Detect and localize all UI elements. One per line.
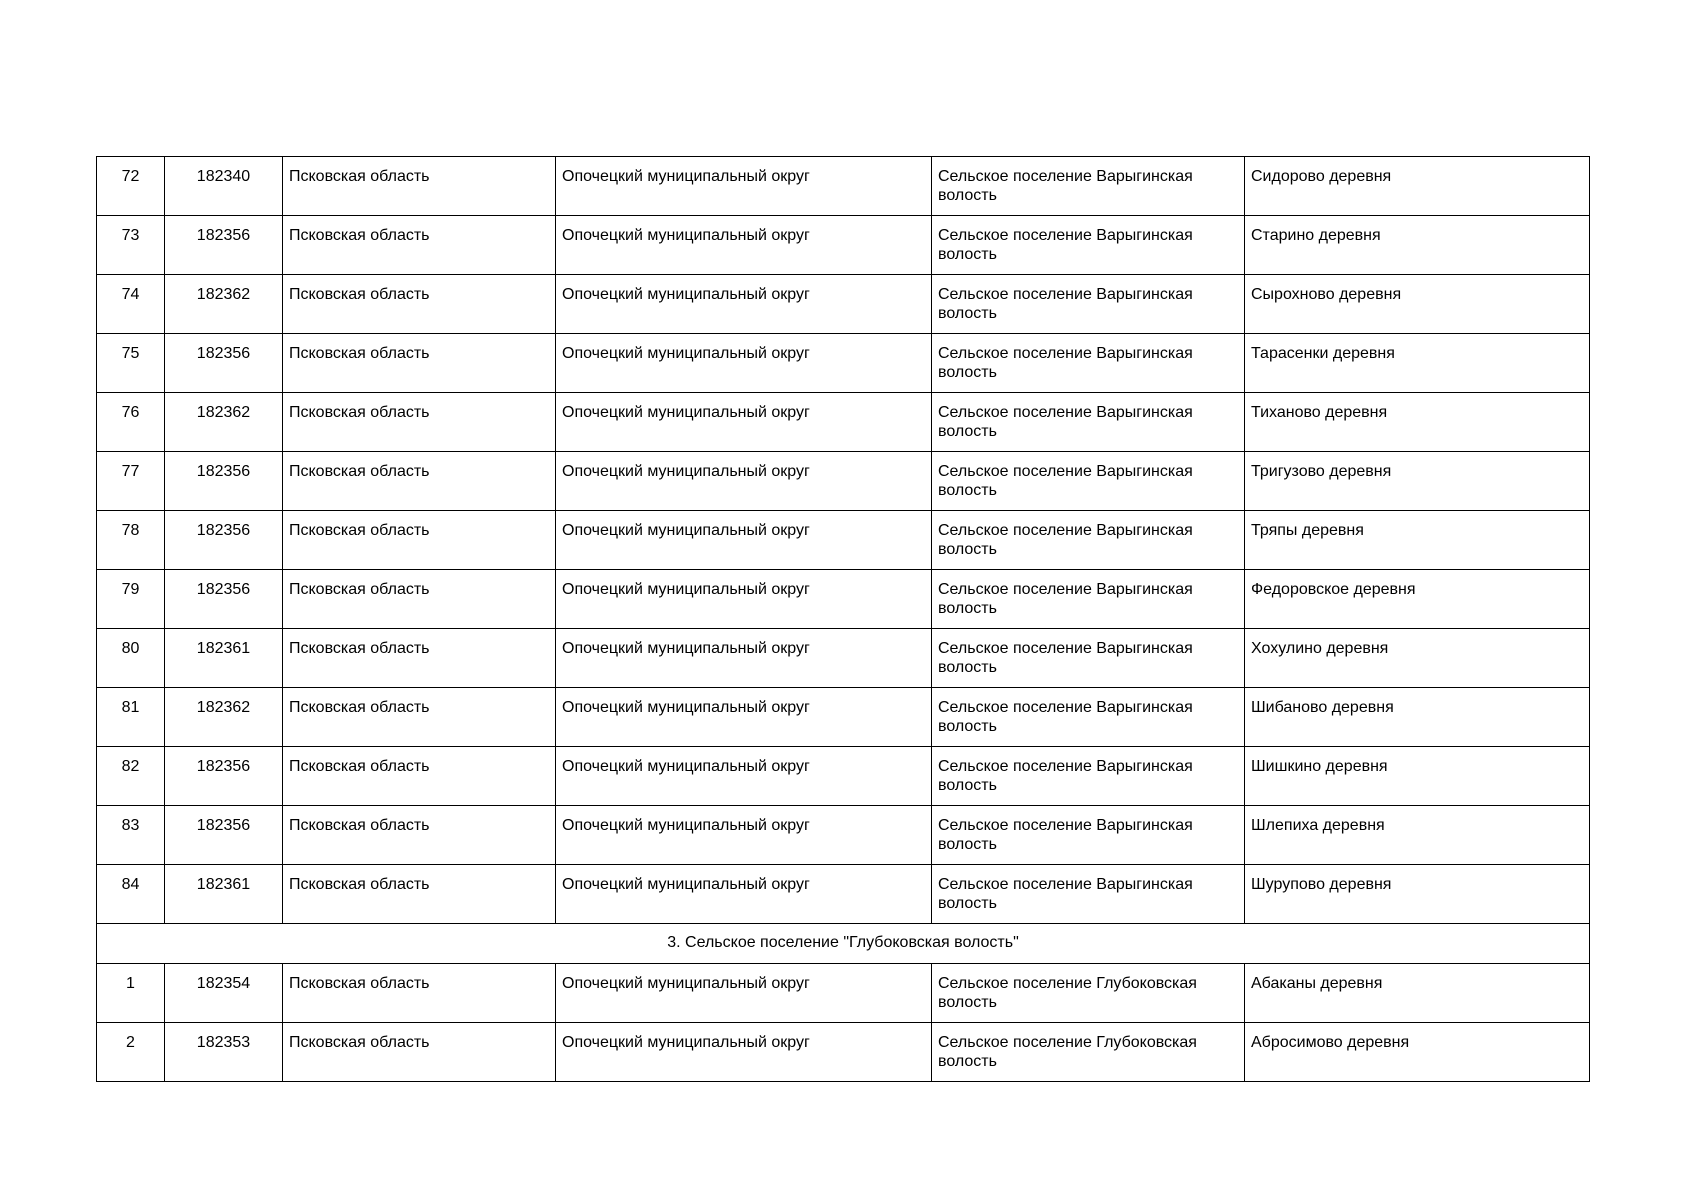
row-number-cell: 83	[97, 806, 165, 865]
table-row	[97, 806, 1590, 865]
postal-index-cell: 182356	[165, 747, 283, 806]
table-row	[97, 452, 1590, 511]
row-number-cell: 80	[97, 629, 165, 688]
region-cell: Псковская область	[283, 688, 556, 747]
table-row	[97, 688, 1590, 747]
table-body-varyginskaya	[97, 157, 1590, 924]
district-cell: Опочецкий муниципальный округ	[556, 865, 932, 924]
postal-index-cell: 182361	[165, 865, 283, 924]
table-row	[97, 334, 1590, 393]
postal-index-cell: 182361	[165, 629, 283, 688]
district-cell: Опочецкий муниципальный округ	[556, 275, 932, 334]
settlement-cell: Сельское поселение Варыгинская волость	[932, 275, 1245, 334]
row-number-cell: 81	[97, 688, 165, 747]
row-number-cell: 1	[97, 964, 165, 1023]
region-cell: Псковская область	[283, 511, 556, 570]
row-number-cell: 72	[97, 157, 165, 216]
region-cell: Псковская область	[283, 452, 556, 511]
settlement-cell: Сельское поселение Варыгинская волость	[932, 511, 1245, 570]
district-cell: Опочецкий муниципальный округ	[556, 747, 932, 806]
settlement-cell: Сельское поселение Варыгинская волость	[932, 688, 1245, 747]
row-number-cell: 77	[97, 452, 165, 511]
district-cell: Опочецкий муниципальный округ	[556, 216, 932, 275]
locality-cell: Шурупово деревня	[1245, 865, 1590, 924]
section-title: 3. Сельское поселение "Глубоковская волость"	[97, 924, 1590, 964]
district-cell: Опочецкий муниципальный округ	[556, 570, 932, 629]
district-cell: Опочецкий муниципальный округ	[556, 393, 932, 452]
district-cell: Опочецкий муниципальный округ	[556, 1023, 932, 1082]
section-row	[97, 924, 1590, 964]
table-body-glubokovskaya	[97, 964, 1590, 1082]
region-cell: Псковская область	[283, 275, 556, 334]
locality-cell: Сидорово деревня	[1245, 157, 1590, 216]
locality-cell: Шибаново деревня	[1245, 688, 1590, 747]
settlement-cell: Сельское поселение Глубоковская волость	[932, 964, 1245, 1023]
table-row	[97, 511, 1590, 570]
region-cell: Псковская область	[283, 806, 556, 865]
settlement-cell: Сельское поселение Варыгинская волость	[932, 334, 1245, 393]
row-number-cell: 82	[97, 747, 165, 806]
settlement-cell: Сельское поселение Варыгинская волость	[932, 452, 1245, 511]
row-number-cell: 84	[97, 865, 165, 924]
table-row	[97, 570, 1590, 629]
district-cell: Опочецкий муниципальный округ	[556, 157, 932, 216]
locality-cell: Старино деревня	[1245, 216, 1590, 275]
region-cell: Псковская область	[283, 629, 556, 688]
postal-index-cell: 182353	[165, 1023, 283, 1082]
row-number-cell: 75	[97, 334, 165, 393]
district-cell: Опочецкий муниципальный округ	[556, 629, 932, 688]
postal-index-cell: 182356	[165, 511, 283, 570]
postal-index-cell: 182362	[165, 393, 283, 452]
region-cell: Псковская область	[283, 216, 556, 275]
postal-index-cell: 182362	[165, 688, 283, 747]
district-cell: Опочецкий муниципальный округ	[556, 964, 932, 1023]
row-number-cell: 78	[97, 511, 165, 570]
district-cell: Опочецкий муниципальный округ	[556, 452, 932, 511]
postal-index-cell: 182340	[165, 157, 283, 216]
district-cell: Опочецкий муниципальный округ	[556, 806, 932, 865]
row-number-cell: 79	[97, 570, 165, 629]
settlement-cell: Сельское поселение Варыгинская волость	[932, 806, 1245, 865]
locality-cell: Сырохново деревня	[1245, 275, 1590, 334]
settlements-table	[96, 156, 1590, 1082]
locality-cell: Абросимово деревня	[1245, 1023, 1590, 1082]
locality-cell: Тригузово деревня	[1245, 452, 1590, 511]
region-cell: Псковская область	[283, 393, 556, 452]
settlement-cell: Сельское поселение Варыгинская волость	[932, 216, 1245, 275]
postal-index-cell: 182356	[165, 570, 283, 629]
postal-index-cell: 182356	[165, 334, 283, 393]
table-row	[97, 393, 1590, 452]
locality-cell: Тряпы деревня	[1245, 511, 1590, 570]
table-row	[97, 216, 1590, 275]
table-row	[97, 747, 1590, 806]
table-row	[97, 629, 1590, 688]
table-row	[97, 964, 1590, 1023]
locality-cell: Тиханово деревня	[1245, 393, 1590, 452]
settlement-cell: Сельское поселение Варыгинская волость	[932, 157, 1245, 216]
locality-cell: Федоровское деревня	[1245, 570, 1590, 629]
table-row	[97, 1023, 1590, 1082]
region-cell: Псковская область	[283, 334, 556, 393]
table-row	[97, 275, 1590, 334]
row-number-cell: 2	[97, 1023, 165, 1082]
district-cell: Опочецкий муниципальный округ	[556, 688, 932, 747]
postal-index-cell: 182356	[165, 806, 283, 865]
settlement-cell: Сельское поселение Варыгинская волость	[932, 570, 1245, 629]
region-cell: Псковская область	[283, 747, 556, 806]
district-cell: Опочецкий муниципальный округ	[556, 334, 932, 393]
table-row	[97, 157, 1590, 216]
settlement-cell: Сельское поселение Варыгинская волость	[932, 629, 1245, 688]
settlement-cell: Сельское поселение Варыгинская волость	[932, 747, 1245, 806]
table-row	[97, 865, 1590, 924]
region-cell: Псковская область	[283, 1023, 556, 1082]
locality-cell: Тарасенки деревня	[1245, 334, 1590, 393]
locality-cell: Шлепиха деревня	[1245, 806, 1590, 865]
locality-cell: Хохулино деревня	[1245, 629, 1590, 688]
district-cell: Опочецкий муниципальный округ	[556, 511, 932, 570]
row-number-cell: 73	[97, 216, 165, 275]
locality-cell: Абаканы деревня	[1245, 964, 1590, 1023]
locality-cell: Шишкино деревня	[1245, 747, 1590, 806]
postal-index-cell: 182356	[165, 452, 283, 511]
settlement-cell: Сельское поселение Варыгинская волость	[932, 865, 1245, 924]
table-section-header	[97, 924, 1590, 964]
row-number-cell: 76	[97, 393, 165, 452]
region-cell: Псковская область	[283, 570, 556, 629]
region-cell: Псковская область	[283, 964, 556, 1023]
postal-index-cell: 182362	[165, 275, 283, 334]
postal-index-cell: 182354	[165, 964, 283, 1023]
region-cell: Псковская область	[283, 157, 556, 216]
settlement-cell: Сельское поселение Варыгинская волость	[932, 393, 1245, 452]
settlement-cell: Сельское поселение Глубоковская волость	[932, 1023, 1245, 1082]
region-cell: Псковская область	[283, 865, 556, 924]
row-number-cell: 74	[97, 275, 165, 334]
postal-index-cell: 182356	[165, 216, 283, 275]
